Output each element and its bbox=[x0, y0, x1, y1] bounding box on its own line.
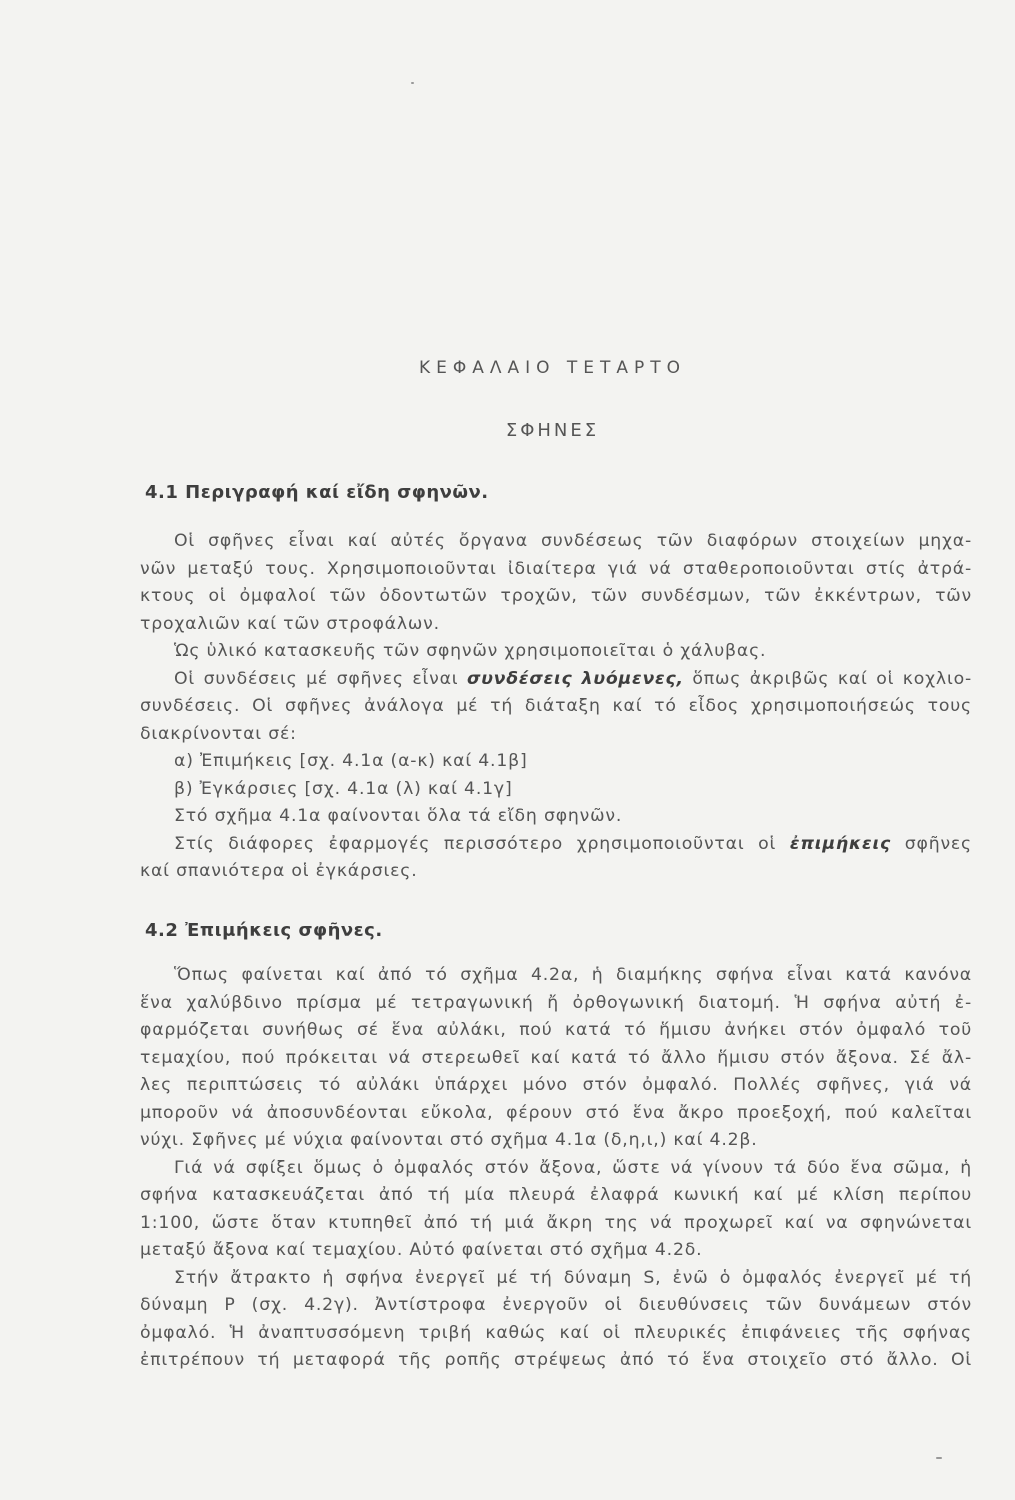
text-line: δύναμη P (σχ. 4.2γ). Ἀντίστροφα ἐνεργοῦν οἱ διευθύνσεις τῶν δυνάμεων στόν bbox=[140, 1295, 972, 1315]
text-line: Γιά νά σφίξει ὅμως ὁ ὀμφαλός στόν ἄξονα, ὥστε νά γίνουν τά δύο ἕνα σῶμα, ἡ bbox=[174, 1157, 972, 1178]
emphasis-term: ἐπιμήκεις bbox=[789, 833, 892, 854]
text-fragment: ὅπως ἀκριβῶς καί οἱ κοχλιο- bbox=[683, 668, 972, 689]
emphasis-term: συνδέσεις λυόμενες, bbox=[466, 668, 684, 689]
text-line: φαρμόζεται συνήθως σέ ἕνα αὐλάκι, πού κατά τό ἥμισυ ἀνήκει στόν ὀμφαλό τοῦ bbox=[140, 1020, 972, 1040]
text-line: μποροῦν νά ἀποσυνδέονται εὔκολα, φέρουν στό ἕνα ἄκρο προεξοχή, πού καλεῖται bbox=[140, 1102, 972, 1123]
text-line: τροχαλιῶν καί τῶν στροφάλων. bbox=[140, 613, 440, 634]
text-line: ἐπιτρέπουν τή μεταφορά τῆς ροπῆς στρέψεως ἀπό τό ἕνα στοιχεῖο στό ἄλλο. Οἱ bbox=[140, 1350, 972, 1370]
scan-speck bbox=[411, 82, 414, 84]
chapter-heading: ΚΕΦΑΛΑΙΟ ΤΕΤΑΡΤΟ bbox=[418, 358, 687, 378]
text-line: Ὅπως φαίνεται καί ἀπό τό σχῆμα 4.2α, ἡ διαμήκης σφήνα εἶναι κατά κανόνα bbox=[174, 965, 972, 985]
text-fragment: σφῆνες bbox=[891, 833, 972, 854]
text-line: σφήνα κατασκευάζεται ἀπό τή μία πλευρά ἐλαφρά κωνική καί μέ κλίση περίπου bbox=[140, 1185, 972, 1205]
section-body-4-2 bbox=[140, 962, 972, 1375]
text-line: συνδέσεις. Οἱ σφῆνες ἀνάλογα μέ τή διάταξη καί τό εἶδος χρησιμοποιήσεώς τους bbox=[140, 696, 972, 716]
section-heading-4-1: 4.1 Περιγραφή καί εἴδη σφηνῶν. bbox=[145, 482, 489, 503]
section-heading-4-2: 4.2 Ἐπιμήκεις σφῆνες. bbox=[145, 920, 383, 941]
chapter-title: ΣΦΗΝΕΣ bbox=[505, 420, 600, 441]
text-line: ἕνα χαλύβδινο πρίσμα μέ τετραγωνική ἤ ὀρθογωνική διατομή. Ἡ σφήνα αὐτή ἐ- bbox=[140, 992, 972, 1013]
text-fragment: Οἱ συνδέσεις μέ σφῆνες εἶναι bbox=[174, 668, 467, 689]
text-line: Στό σχῆμα 4.1α φαίνονται ὅλα τά εἴδη σφηνῶν. bbox=[174, 806, 623, 826]
text-line: Οἱ σφῆνες εἶναι καί αὐτές ὄργανα συνδέσεως τῶν διαφόρων στοιχείων μηχα- bbox=[174, 531, 972, 551]
text-line-mixed bbox=[140, 666, 972, 694]
section-body-4-1 bbox=[140, 528, 972, 886]
text-line: διακρίνονται σέ: bbox=[140, 723, 297, 744]
text-line: κτους οἱ ὀμφαλοί τῶν ὀδοντωτῶν τροχῶν, τῶν συνδέσμων, τῶν ἐκκέντρων, τῶν bbox=[140, 586, 972, 606]
text-line: λες περιπτώσεις τό αὐλάκι ὑπάρχει μόνο στόν ὀμφαλό. Πολλές σφῆνες, γιά νά bbox=[140, 1075, 972, 1095]
text-line: 1:100, ὥστε ὅταν κτυπηθεῖ ἀπό τή μιά ἄκρη της νά προχωρεῖ καί να σφηνώνεται bbox=[140, 1212, 972, 1233]
text-line: ὀμφαλό. Ἡ ἀναπτυσσόμενη τριβή καθώς καί οἱ πλευρικές ἐπιφάνειες τῆς σφήνας bbox=[140, 1322, 972, 1343]
text-line: νύχι. Σφῆνες μέ νύχια φαίνονται στό σχῆμα 4.1α (δ,η,ι,) καί 4.2β. bbox=[140, 1130, 758, 1150]
text-line: μεταξύ ἄξονα καί τεμαχίου. Αὐτό φαίνεται στό σχῆμα 4.2δ. bbox=[140, 1240, 703, 1260]
text-line: τεμαχίου, πού πρόκειται νά στερεωθεῖ καί κατά τό ἄλλο ἥμισυ στόν ἄξονα. Σέ ἄλ- bbox=[140, 1047, 972, 1068]
text-line: καί σπανιότερα οἱ ἐγκάρσιες. bbox=[140, 861, 418, 881]
list-item: β) Ἐγκάρσιες [σχ. 4.1α (λ) καί 4.1γ] bbox=[174, 778, 513, 799]
text-line: Ὡς ὑλικό κατασκευῆς τῶν σφηνῶν χρησιμοποιεῖται ὁ χάλυβας. bbox=[174, 641, 767, 661]
text-fragment: Στίς διάφορες ἐφαρμογές περισσότερο χρησιμοποιοῦνται οἱ bbox=[174, 833, 790, 854]
list-item: α) Ἐπιμήκεις [σχ. 4.1α (α-κ) καί 4.1β] bbox=[174, 751, 528, 771]
text-line: νῶν μεταξύ τους. Χρησιμοποιοῦνται ἰδιαίτερα γιά νά σταθεροποιοῦνται στίς ἀτρά- bbox=[140, 558, 972, 579]
text-line: Στήν ἄτρακτο ἡ σφήνα ἐνεργεῖ μέ τή δύναμη S, ἐνῶ ὁ ὀμφαλός ἐνεργεῖ μέ τή bbox=[174, 1267, 972, 1288]
scan-speck bbox=[936, 1457, 942, 1459]
text-line-mixed bbox=[140, 831, 972, 859]
